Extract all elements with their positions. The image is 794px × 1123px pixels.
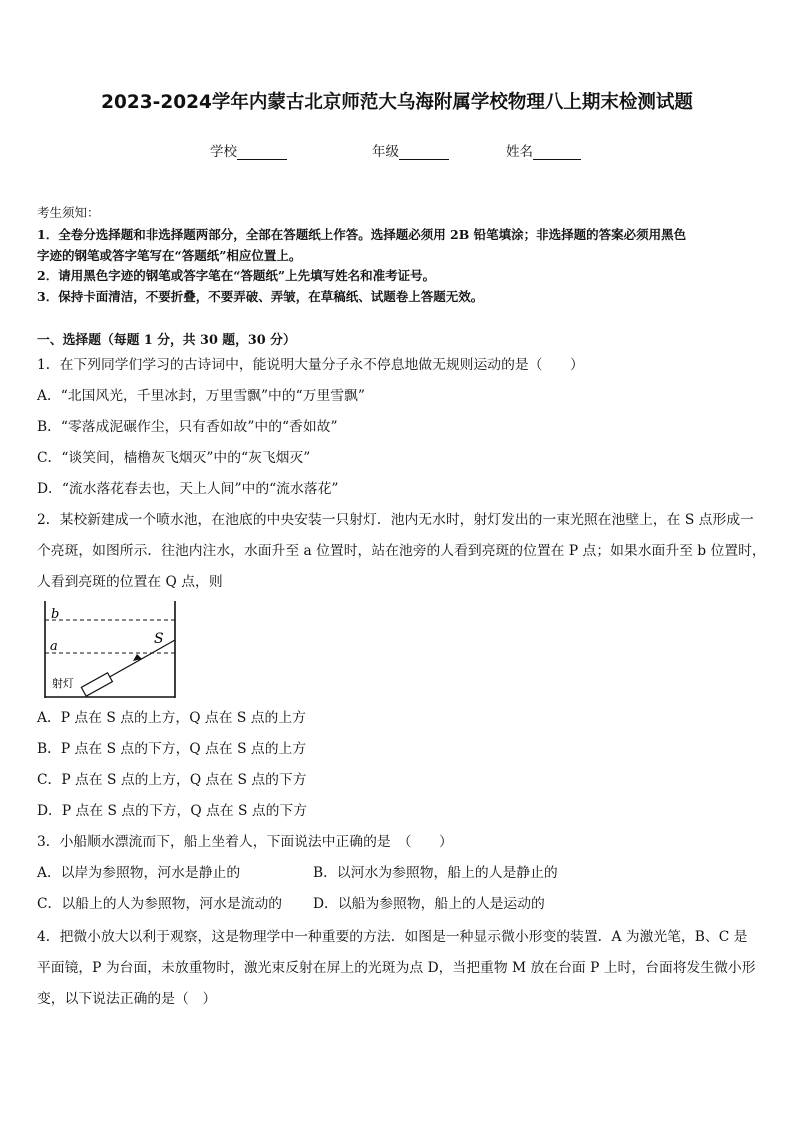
question-3-option: A．以岸为参照物，河水是静止的 <box>37 865 241 881</box>
question-2-option: A．P 点在 S 点的上方，Q 点在 S 点的上方 <box>37 710 306 726</box>
light-beam <box>106 640 175 679</box>
question-1-option: D．“流水落花春去也，天上人间”中的“流水落花” <box>37 481 339 497</box>
notice-item: 1．全卷分选择题和非选择题两部分，全部在答题纸上作答。选择题必须用 2B 铅笔填涂；非选择题的答案必须用黑色 <box>37 227 687 242</box>
notice-item: 2．请用黑色字迹的钢笔或答字笔在“答题纸”上先填写姓名和准考证号。 <box>37 268 436 283</box>
notice-heading: 考生须知： <box>37 205 100 220</box>
page-title: 2023-2024学年内蒙古北京师范大乌海附属学校物理八上期末检测试题 <box>101 92 693 113</box>
question-1-stem: 1．在下列同学们学习的古诗词中，能说明大量分子永不停息地做无规则运动的是（ ） <box>37 357 584 373</box>
notice-item: 字迹的钢笔或答字笔写在“答题纸”相应位置上。 <box>37 248 302 263</box>
school-label: 学校 <box>210 144 237 160</box>
question-4-stem-line: 变，以下说法正确的是（ ） <box>37 991 217 1007</box>
question-2-stem-line: 人看到亮斑的位置在 Q 点，则 <box>37 574 223 590</box>
school-blank <box>237 145 287 160</box>
label-s: S <box>154 631 164 647</box>
question-2-option: B．P 点在 S 点的下方，Q 点在 S 点的上方 <box>37 741 307 757</box>
pool-diagram <box>38 599 178 699</box>
name-blank <box>533 145 581 160</box>
question-2-stem-line: 个亮斑，如图所示．往池内注水，水面升至 a 位置时，站在池旁的人看到亮斑的位置在 P 点；如果水面升至 b 位置时， <box>37 543 766 559</box>
question-2-option: C．P 点在 S 点的上方，Q 点在 S 点的下方 <box>37 772 307 788</box>
question-3-option: B．以河水为参照物，船上的人是静止的 <box>313 865 558 881</box>
label-b: b <box>51 607 60 622</box>
name-field <box>506 140 581 160</box>
section-heading: 一、选择题（每题 1 分，共 30 题，30 分） <box>37 333 296 348</box>
question-1-option: A．“北国风光，千里冰封，万里雪飘”中的“万里雪飘” <box>37 388 365 404</box>
question-2-stem-line: 2．某校新建成一个喷水池，在池底的中央安装一只射灯．池内无水时，射灯发出的一束光照在池壁上，在 S 点形成一 <box>37 512 754 528</box>
lamp <box>81 673 112 696</box>
name-label: 姓名 <box>506 144 533 160</box>
label-a: a <box>50 639 58 654</box>
question-3-stem: 3．小船顺水漂流而下，船上坐着人，下面说法中正确的是 （ ） <box>37 834 453 850</box>
question-3-option: C．以船上的人为参照物，河水是流动的 <box>37 896 283 912</box>
lamp-body <box>81 673 112 696</box>
lamp-label: 射灯 <box>52 677 74 690</box>
question-3-option: D．以船为参照物，船上的人是运动的 <box>313 896 545 912</box>
question-1-option: C．“谈笑间，樯橹灰飞烟灭”中的“灰飞烟灭” <box>37 450 311 466</box>
question-1-option: B．“零落成泥碾作尘，只有香如故”中的“香如故” <box>37 419 338 435</box>
grade-label: 年级 <box>372 144 399 160</box>
question-2-option: D．P 点在 S 点的下方，Q 点在 S 点的下方 <box>37 803 308 819</box>
question-4-stem-line: 4．把微小放大以利于观察，这是物理学中一种重要的方法．如图是一种显示微小形变的装置．A 为激光笔，B、C 是 <box>37 929 748 945</box>
question-4-stem-line: 平面镜，P 为台面，未放重物时，激光束反射在屏上的光斑为点 D，当把重物 M 放在台面 P 上时，台面将发生微小形 <box>37 960 756 976</box>
grade-field <box>372 140 449 160</box>
school-field <box>210 140 287 160</box>
grade-blank <box>399 145 449 160</box>
notice-item: 3．保持卡面清洁，不要折叠，不要弄破、弄皱，在草稿纸、试题卷上答题无效。 <box>37 289 484 304</box>
